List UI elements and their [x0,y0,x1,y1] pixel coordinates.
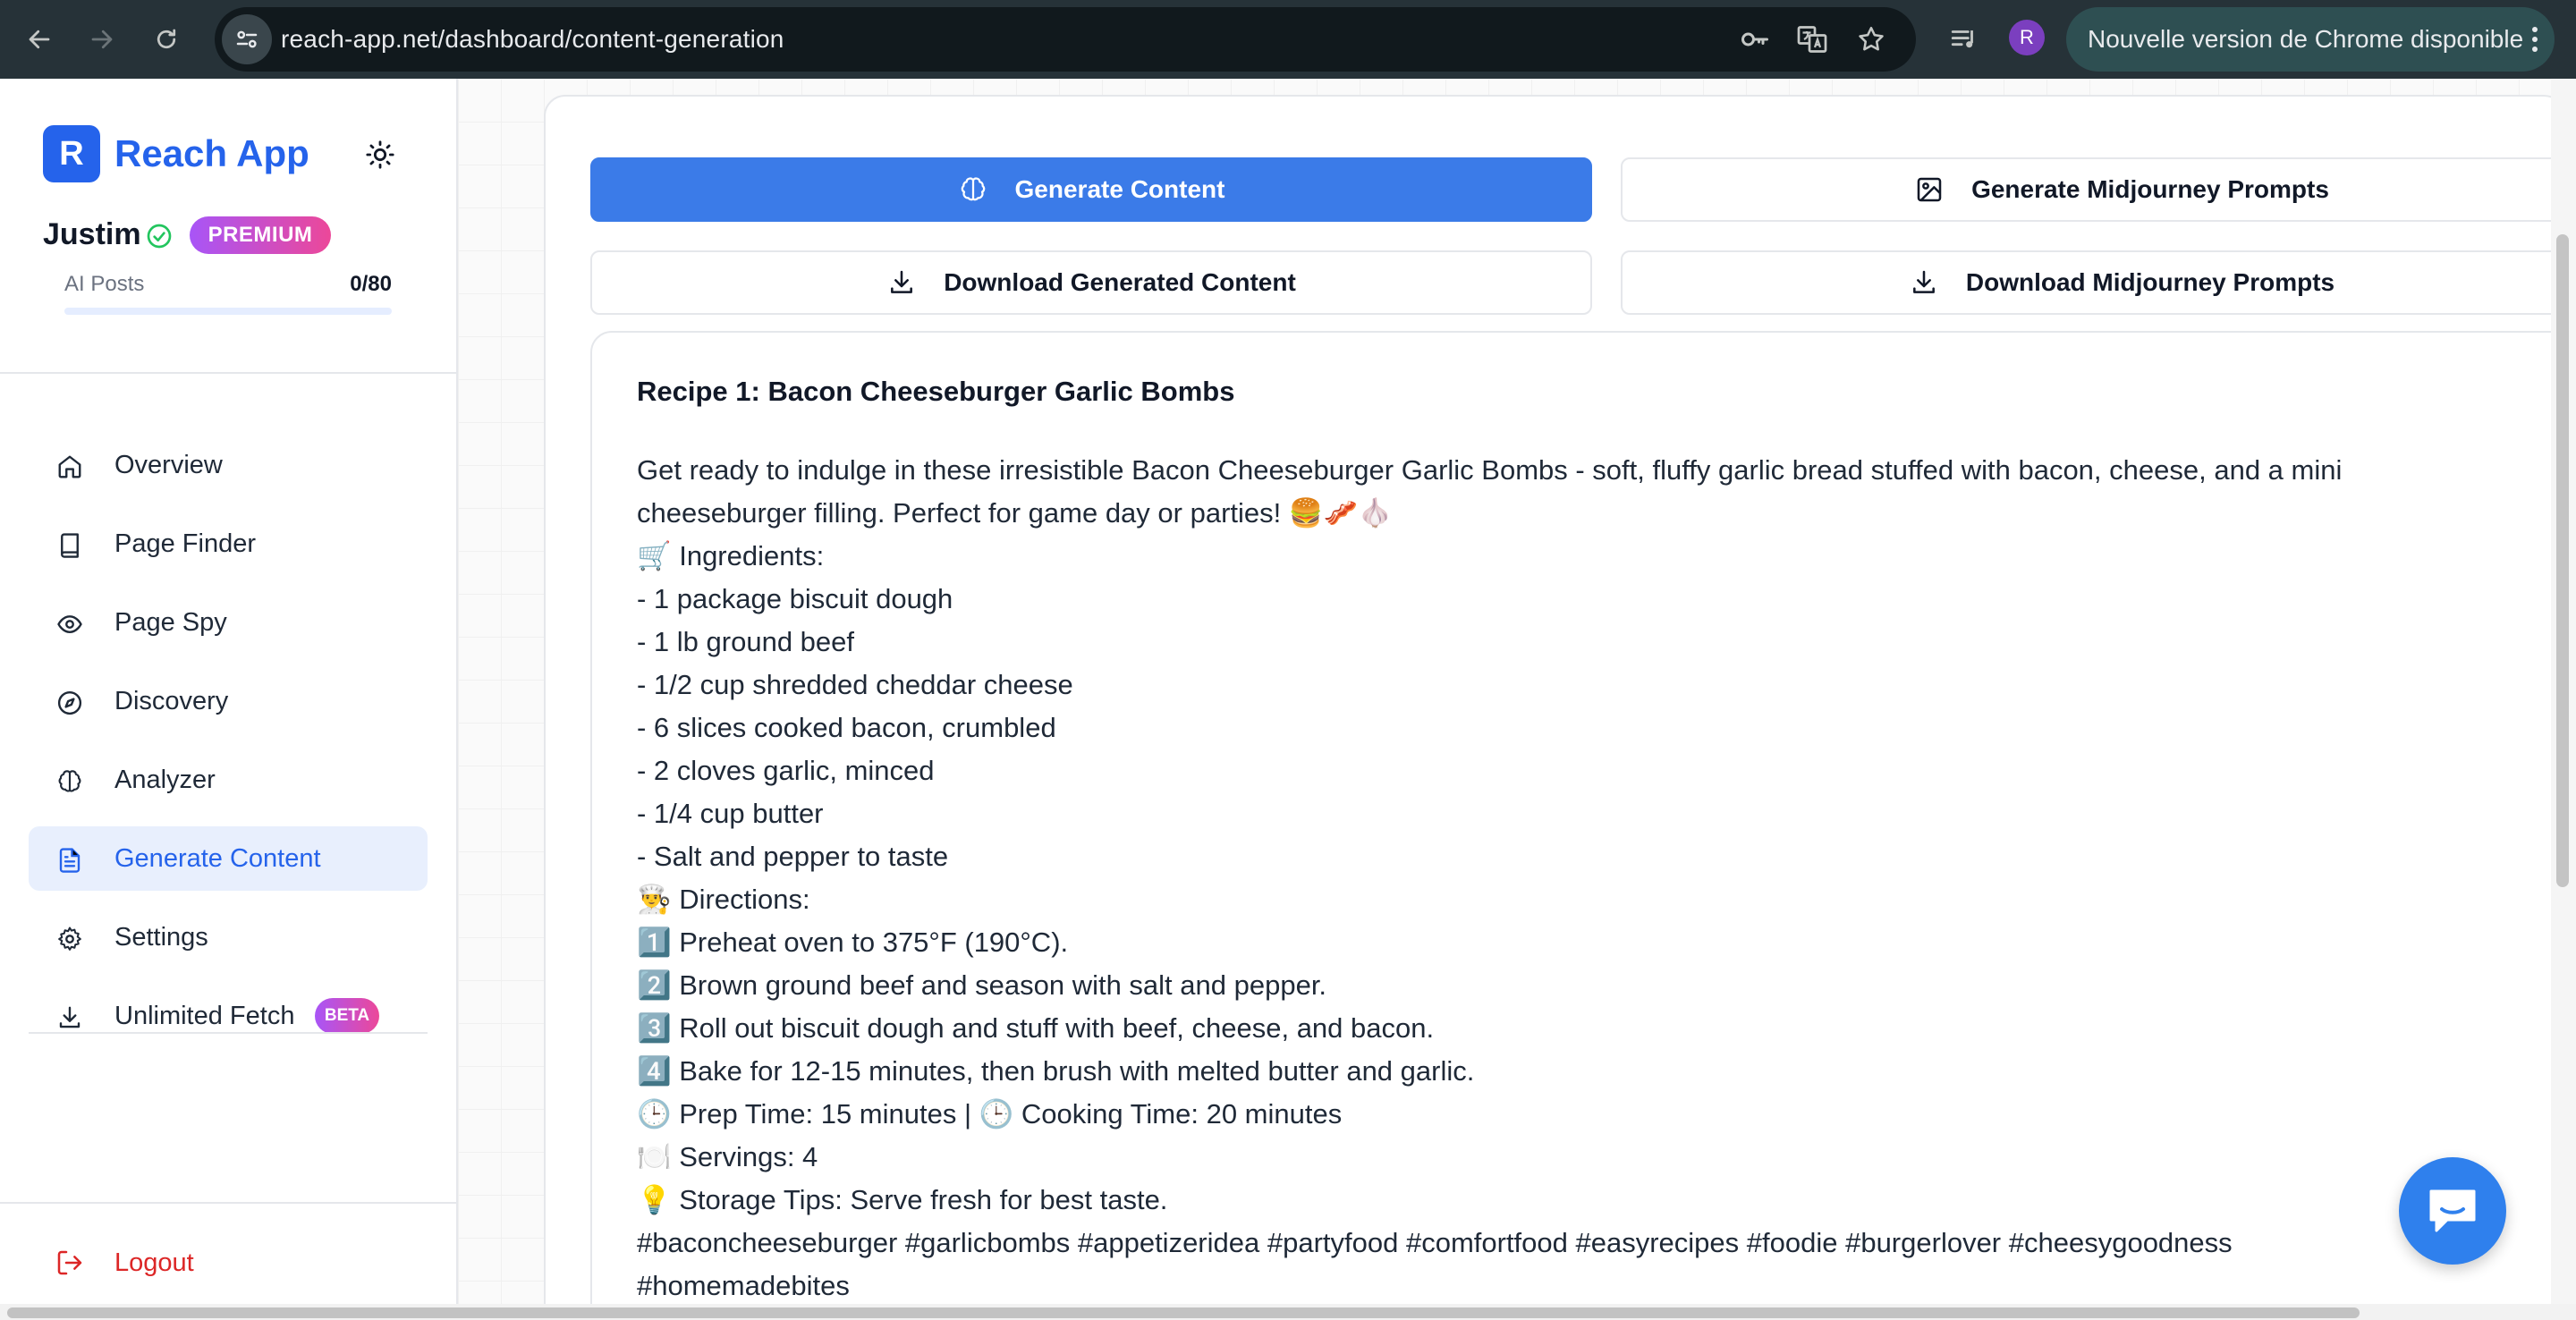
beta-badge: BETA [315,998,379,1034]
chrome-update-button[interactable]: Nouvelle version de Chrome disponible [2066,7,2555,72]
recipe-line: cheeseburger filling. Perfect for game day or parties! 🍔🥓🧄 [637,497,1393,529]
brain-icon [55,767,84,796]
recipe-line: Get ready to indulge in these irresistible Bacon Cheeseburger Garlic Bombs - soft, fluffy garlic bread stuffed with bacon, cheese, and a mini [637,454,2343,486]
download-icon [1909,267,1939,298]
recipe-line: - 6 slices cooked bacon, crumbled [637,712,1056,743]
recipe-line: 🛒 Ingredients: [637,540,825,571]
recipe-line: 4️⃣ Bake for 12-15 minutes, then brush with melted butter and garlic. [637,1055,1475,1087]
sidebar-item-generate-content[interactable] [29,826,428,891]
recipe-line: 💡 Storage Tips: Serve fresh for best taste. [637,1184,1168,1215]
sidebar-item-label: Overview [114,451,223,479]
sidebar-item-label: Discovery [114,687,229,715]
generate-content-label: Generate Content [1014,175,1225,203]
eye-icon [55,610,84,639]
recipe-line: 🍽️ Servings: 4 [637,1141,818,1172]
arrow-left-icon [26,26,53,53]
url-text[interactable]: reach-app.net/dashboard/content-generation [281,25,784,53]
gear-icon [55,925,84,953]
recipe-line: - 1/2 cup shredded cheddar cheese [637,669,1073,700]
sidebar-item-label: Unlimited Fetch [114,1002,295,1030]
image-icon [1914,174,1945,205]
generated-content-panel[interactable] [590,331,2551,1304]
logout-divider [0,1202,458,1204]
sidebar-item-discovery[interactable] [29,669,428,733]
download-midjourney-button[interactable] [1621,250,2551,315]
generate-midjourney-label: Generate Midjourney Prompts [1971,175,2329,203]
horizontal-scrollbar-thumb[interactable] [7,1307,2360,1318]
forward-button[interactable] [82,20,122,59]
translate-icon[interactable] [1796,23,1828,55]
sidebar-item-label: Page Spy [114,608,227,637]
book-icon [55,531,84,560]
recipe-line: 👨‍🍳 Directions: [637,884,810,915]
download-icon [55,1003,84,1032]
download-content-button[interactable] [590,250,1592,315]
reload-icon [153,26,180,53]
ai-posts-progress-bar [64,308,392,315]
recipe-line: 1️⃣ Preheat oven to 375°F (190°C). [637,927,1069,958]
download-content-label: Download Generated Content [944,268,1296,296]
sun-icon [365,140,395,170]
download-midjourney-label: Download Midjourney Prompts [1965,268,2335,296]
nav-divider [29,1032,428,1034]
vertical-scrollbar-thumb[interactable] [2556,234,2569,887]
recipe-line: - 1/4 cup butter [637,798,824,829]
recipe-line: - 1 lb ground beef [637,626,855,657]
sidebar-item-overview[interactable] [29,433,428,497]
sidebar-divider [0,372,458,374]
recipe-line: #baconcheeseburger #garlicbombs #appetizeridea #partyfood #comfortfood #easyrecipes #foodie #burgerlover #cheesygoodness [637,1227,2233,1258]
verified-check-icon [145,222,174,250]
sidebar-item-label: Settings [114,923,208,952]
logout-button[interactable] [29,1231,428,1295]
sidebar-item-label: Analyzer [114,766,216,794]
chat-button[interactable] [2399,1157,2506,1265]
sidebar-item-label: Generate Content [114,844,321,873]
compass-icon [55,689,84,717]
recipe-line: 2️⃣ Brown ground beef and season with salt and pepper. [637,969,1327,1001]
browser-toolbar [0,0,2576,79]
sidebar [0,79,458,1320]
sidebar-item-settings[interactable] [29,905,428,969]
bookmark-star-icon[interactable] [1855,23,1887,55]
user-name: Justim [43,217,141,251]
app-logo[interactable]: R [43,125,100,182]
download-icon [886,267,917,298]
main-content [458,79,2551,1304]
password-key-icon[interactable] [1739,23,1771,55]
tune-icon [233,26,260,53]
back-button[interactable] [20,20,59,59]
ai-posts-count: 0/80 [350,272,392,296]
site-info-button[interactable] [222,14,272,64]
sidebar-item-unlimited-fetch[interactable] [29,984,428,1048]
recipe-line: - 2 cloves garlic, minced [637,755,935,786]
more-vertical-icon[interactable] [2524,21,2546,57]
file-text-icon [55,846,84,875]
reload-button[interactable] [147,20,186,59]
generate-midjourney-button[interactable] [1621,157,2551,222]
logout-label: Logout [114,1248,194,1277]
recipe-title: Recipe 1: Bacon Cheeseburger Garlic Bombs [637,376,1235,407]
profile-avatar[interactable]: R [2009,20,2045,55]
generate-content-button[interactable] [590,157,1592,222]
sidebar-item-label: Page Finder [114,529,256,558]
brain-icon [958,174,988,205]
theme-toggle-button[interactable] [361,136,399,173]
sidebar-item-page-finder[interactable] [29,512,428,576]
content-generation-card [544,95,2551,1304]
recipe-line: - 1 package biscuit dough [637,583,953,614]
arrow-right-icon [89,26,115,53]
home-icon [55,453,84,481]
recipe-line: #homemadebites [637,1270,850,1301]
ai-posts-label: AI Posts [64,272,145,296]
media-queue-icon[interactable] [1945,20,1984,59]
plan-badge: PREMIUM [190,216,331,254]
recipe-line: 🕒 Prep Time: 15 minutes | 🕒 Cooking Time: 20 minutes [637,1098,1343,1130]
recipe-line: - Salt and pepper to taste [637,841,949,872]
address-bar[interactable] [215,7,1916,72]
logout-icon [55,1248,84,1277]
sidebar-nav [29,433,428,1062]
sidebar-item-analyzer[interactable] [29,748,428,812]
app-name[interactable]: Reach App [114,132,309,174]
chat-bubble-icon [2426,1186,2479,1236]
recipe-line: 3️⃣ Roll out biscuit dough and stuff with beef, cheese, and bacon. [637,1012,1435,1044]
sidebar-item-page-spy[interactable] [29,590,428,655]
recipe-body [637,449,2515,1304]
